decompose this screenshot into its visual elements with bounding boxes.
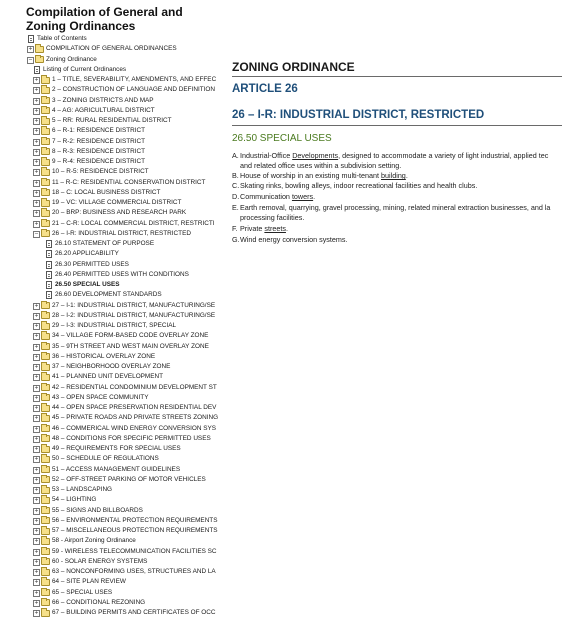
expand-icon[interactable]: + [34, 302, 39, 309]
collapse-icon[interactable]: − [34, 230, 39, 237]
expand-icon[interactable]: + [34, 374, 39, 381]
folder-icon [41, 169, 50, 176]
expand-icon[interactable]: + [34, 589, 39, 596]
special-use-item [232, 151, 577, 171]
folder-icon [41, 476, 50, 483]
toc-item-label: 57 – MISCELLANEOUS PROTECTION REQUIREMENTS [52, 527, 218, 534]
folder-icon [41, 97, 50, 104]
folder-icon [41, 230, 50, 237]
toc-folder-item[interactable] [0, 137, 218, 147]
expand-icon[interactable]: + [34, 77, 39, 83]
folder-icon [41, 107, 50, 114]
folder-icon [41, 148, 50, 155]
toc-item-label: 26 – I-R: INDUSTRIAL DISTRICT, RESTRICTED [52, 229, 191, 237]
article-heading: ARTICLE 26 [232, 83, 298, 95]
folder-icon [41, 405, 50, 412]
toc-folder-item[interactable] [0, 577, 218, 587]
toc-item-label: Table of Contents [37, 35, 87, 42]
toc-item-label: 41 – PLANNED UNIT DEVELOPMENT [52, 373, 164, 381]
toc-folder-item[interactable] [0, 55, 218, 65]
expand-icon[interactable]: + [34, 159, 39, 165]
expand-icon[interactable]: + [34, 353, 39, 360]
toc-folder-item[interactable] [0, 495, 218, 505]
toc-folder-item[interactable] [0, 444, 218, 454]
toc-item-label: 42 – RESIDENTIAL CONDOMINIUM DEVELOPMENT ST [52, 383, 217, 391]
toc-folder-item[interactable] [0, 342, 218, 352]
expand-icon[interactable]: + [34, 210, 39, 217]
folder-icon [41, 179, 50, 186]
toc-item-label: 37 – NEIGHBORHOOD OVERLAY ZONE [52, 363, 171, 370]
expand-icon[interactable]: + [34, 394, 39, 401]
expand-icon[interactable]: + [34, 446, 39, 452]
expand-icon[interactable]: + [34, 200, 39, 206]
heading-rule [232, 76, 562, 77]
toc-folder-item[interactable] [0, 547, 218, 557]
toc-folder-item[interactable] [0, 96, 218, 106]
toc-item-label: 66 – CONDITIONAL REZONING [52, 598, 146, 606]
folder-icon [35, 46, 44, 53]
expand-icon[interactable]: + [34, 87, 39, 94]
toc-item-label: 50 – SCHEDULE OF REGULATIONS [52, 455, 159, 463]
expand-icon[interactable]: + [34, 599, 39, 606]
expand-icon[interactable]: + [34, 405, 39, 411]
toc-folder-item[interactable] [0, 301, 218, 311]
folder-icon [41, 394, 50, 401]
expand-icon[interactable]: + [34, 415, 39, 422]
toc-item-label: 21 – C-R: LOCAL COMMERCIAL DISTRICT, RESTRICTI [52, 219, 215, 227]
table-of-contents-panel [0, 0, 218, 631]
toc-document-item[interactable] [0, 290, 218, 300]
folder-icon [41, 558, 50, 565]
folder-icon [41, 497, 50, 504]
expand-icon[interactable]: + [28, 46, 33, 53]
toc-folder-item[interactable] [0, 106, 218, 116]
toc-folder-item[interactable] [0, 331, 218, 341]
expand-icon[interactable]: + [34, 569, 39, 575]
toc-item-label: 36 – HISTORICAL OVERLAY ZONE [52, 352, 156, 360]
toc-folder-item[interactable] [0, 188, 218, 198]
toc-item-label: 7 – R-2: RESIDENCE DISTRICT [52, 137, 146, 145]
toc-item-label: 2 – CONSTRUCTION OF LANGUAGE AND DEFINITION [52, 86, 215, 94]
toc-document-item[interactable] [0, 280, 218, 290]
expand-icon[interactable]: + [34, 364, 39, 370]
toc-folder-item[interactable] [0, 167, 218, 177]
toc-item-label: 52 – OFF-STREET PARKING OF MOTOR VEHICLES [52, 475, 206, 483]
special-use-letter: B. [232, 171, 239, 180]
folder-icon [41, 118, 50, 125]
special-use-letter: D. [232, 192, 240, 201]
folder-icon [41, 343, 50, 350]
toc-item-label: 18 – C: LOCAL BUSINESS DISTRICT [52, 188, 161, 196]
folder-icon [41, 128, 50, 135]
special-use-text: Wind energy conversion systems. [240, 235, 348, 244]
special-use-text: Industrial-Office Developments, designed to accommodate a variety of light industrial, applied tec [240, 151, 549, 160]
toc-item-label: 26.30 PERMITTED USES [55, 260, 129, 268]
document-icon [28, 35, 34, 43]
toc-item-label: 60 - SOLAR ENERGY SYSTEMS [52, 557, 148, 565]
folder-icon [41, 599, 50, 606]
toc-item-label: 6 – R-1: RESIDENCE DISTRICT [52, 127, 146, 135]
collapse-icon[interactable]: − [28, 56, 33, 63]
toc-item-label: 45 – PRIVATE ROADS AND PRIVATE STREETS ZONING [52, 414, 218, 422]
expand-icon[interactable]: + [34, 435, 39, 442]
toc-item-label: 49 – REQUIREMENTS FOR SPECIAL USES [52, 445, 181, 452]
folder-icon [41, 159, 50, 166]
expand-icon[interactable]: + [34, 507, 39, 514]
toc-item-label: 56 – ENVIRONMENTAL PROTECTION REQUIREMENTS [52, 516, 218, 524]
folder-icon [41, 210, 50, 217]
special-use-text: and related office uses within a subdivision setting. [240, 161, 402, 170]
toc-folder-item[interactable] [0, 219, 218, 229]
expand-icon[interactable]: + [34, 538, 39, 545]
toc-item-label: 64 – SITE PLAN REVIEW [52, 578, 126, 586]
folder-icon [41, 323, 50, 330]
toc-item-label: 54 – LIGHTING [52, 496, 97, 504]
special-use-letter: C. [232, 181, 240, 190]
toc-item-label: 19 – VC: VILLAGE COMMERCIAL DISTRICT [52, 199, 182, 206]
toc-folder-item[interactable] [0, 536, 218, 546]
toc-folder-item[interactable] [0, 393, 218, 403]
toc-item-label: 48 – CONDITIONS FOR SPECIFIC PERMITTED USES [52, 434, 211, 442]
folder-icon [41, 610, 50, 617]
expand-icon[interactable]: + [34, 456, 39, 463]
special-use-text: Earth removal, quarrying, gravel processing, mining, related mineral extraction businesses, and la [240, 203, 551, 212]
toc-document-item[interactable] [0, 270, 218, 280]
document-icon [46, 240, 52, 248]
toc-item-label: 10 – R-5: RESIDENCE DISTRICT [52, 168, 149, 176]
expand-icon[interactable]: + [34, 138, 39, 145]
toc-item-label: 26.60 DEVELOPMENT STANDARDS [55, 291, 162, 299]
expand-icon[interactable]: + [34, 558, 39, 565]
toc-item-label: 34 – VILLAGE FORM-BASED CODE OVERLAY ZONE [52, 332, 209, 340]
folder-icon [41, 517, 50, 524]
toc-item-label: 5 – RR: RURAL RESIDENTIAL DISTRICT [52, 117, 172, 124]
toc-item-label: 58 - Airport Zoning Ordinance [52, 537, 136, 545]
expand-icon[interactable]: + [34, 384, 39, 391]
toc-folder-item[interactable] [0, 372, 218, 382]
special-use-text: processing facilities. [240, 213, 305, 222]
toc-item-label: 26.40 PERMITTED USES WITH CONDITIONS [55, 270, 189, 278]
toc-folder-item[interactable] [0, 465, 218, 475]
folder-icon [41, 302, 50, 309]
folder-icon [41, 189, 50, 196]
expand-icon[interactable]: + [34, 497, 39, 504]
toc-tree [0, 34, 218, 618]
toc-item-label: 65 – SPECIAL USES [52, 588, 113, 596]
document-icon [46, 261, 52, 269]
folder-icon [41, 333, 50, 340]
toc-item-label: 8 – R-3: RESIDENCE DISTRICT [52, 147, 146, 155]
special-use-letter: G. [232, 235, 240, 244]
toc-item-label: 59 - WIRELESS TELECOMMUNICATION FACILITIES SC [52, 547, 217, 555]
toc-folder-item[interactable] [0, 157, 218, 167]
toc-folder-item[interactable] [0, 75, 218, 85]
toc-folder-item[interactable] [0, 475, 218, 485]
expand-icon[interactable]: + [34, 189, 39, 196]
document-icon [46, 271, 52, 279]
special-use-letter: A. [232, 151, 239, 160]
special-use-text: House of worship in an existing multi-tenant building. [240, 171, 408, 180]
toc-folder-item[interactable] [0, 588, 218, 598]
special-use-letter: F. [232, 224, 238, 233]
toc-item-label: 46 – COMMERICAL WIND ENERGY CONVERSION SYS [52, 424, 217, 432]
special-use-item [232, 181, 577, 191]
folder-icon [41, 538, 50, 545]
special-use-item [232, 235, 577, 245]
special-use-text: Communication towers. [240, 192, 316, 201]
toc-folder-item[interactable] [0, 413, 218, 423]
expand-icon[interactable]: + [34, 579, 39, 586]
toc-folder-item[interactable] [0, 311, 218, 321]
expand-icon[interactable]: + [34, 312, 39, 319]
district-rule [232, 125, 562, 126]
toc-item-label: 26.10 STATEMENT OF PURPOSE [55, 240, 155, 247]
special-use-text: Skating rinks, bowling alleys, indoor recreational facilities and health clubs. [240, 181, 478, 190]
expand-icon[interactable]: + [34, 107, 39, 114]
expand-icon[interactable]: + [34, 487, 39, 493]
district-heading: 26 – I-R: INDUSTRIAL DISTRICT, RESTRICTED [232, 109, 485, 121]
folder-icon [41, 579, 50, 586]
expand-icon[interactable]: + [34, 333, 39, 340]
toc-item-label: 3 – ZONING DISTRICTS AND MAP [52, 96, 154, 104]
folder-icon [41, 220, 50, 227]
folder-icon [41, 425, 50, 432]
toc-item-label: 1 – TITLE, SEVERABILITY, AMENDMENTS, AND EFFEC [52, 76, 217, 83]
toc-folder-item[interactable] [0, 352, 218, 362]
toc-item-label: 67 – BUILDING PERMITS AND CERTIFICATES OF OCC [52, 609, 216, 616]
special-use-item [232, 171, 577, 181]
expand-icon[interactable]: + [34, 466, 39, 473]
expand-icon[interactable]: + [34, 517, 39, 524]
expand-icon[interactable]: + [34, 169, 39, 176]
folder-icon [41, 415, 50, 422]
special-use-letter: E. [232, 203, 239, 212]
folder-icon [41, 374, 50, 381]
expand-icon[interactable]: + [34, 548, 39, 555]
expand-icon[interactable]: + [34, 425, 39, 432]
folder-icon [41, 353, 50, 360]
toc-folder-item[interactable] [0, 424, 218, 434]
toc-folder-item[interactable] [0, 208, 218, 218]
folder-icon [41, 528, 50, 535]
folder-icon [41, 589, 50, 596]
zoning-ordinance-heading: ZONING ORDINANCE [232, 60, 355, 74]
folder-icon [35, 56, 44, 63]
document-icon [46, 281, 52, 289]
toc-folder-item[interactable] [0, 147, 218, 157]
toc-title [26, 5, 183, 33]
toc-item-label: 27 – I-1: INDUSTRIAL DISTRICT, MANUFACTURING/SE [52, 301, 216, 309]
expand-icon[interactable]: + [34, 610, 39, 616]
toc-document-item[interactable] [0, 65, 218, 75]
toc-folder-item[interactable] [0, 598, 218, 608]
toc-folder-item[interactable] [0, 383, 218, 393]
document-icon [46, 291, 52, 299]
toc-title-line-2: Zoning Ordinances [26, 19, 136, 33]
expand-icon[interactable]: + [34, 220, 39, 227]
toc-folder-item[interactable] [0, 44, 218, 54]
toc-title-line-1: Compilation of General and [26, 5, 183, 19]
document-content [230, 52, 577, 631]
toc-folder-item[interactable] [0, 198, 218, 208]
special-use-item [232, 192, 577, 202]
folder-icon [41, 435, 50, 442]
toc-item-label: 44 – OPEN SPACE PRESERVATION RESIDENTIAL DEV [52, 404, 217, 411]
special-use-text: Private streets. [240, 224, 288, 233]
folder-icon [41, 312, 50, 319]
toc-item-label: 35 – 9TH STREET AND WEST MAIN OVERLAY ZONE [52, 342, 209, 350]
folder-icon [41, 548, 50, 555]
toc-folder-item[interactable] [0, 403, 218, 413]
expand-icon[interactable]: + [34, 148, 39, 155]
toc-folder-item[interactable] [0, 362, 218, 372]
special-use-item [232, 224, 577, 234]
toc-item-label: 28 – I-2: INDUSTRIAL DISTRICT, MANUFACTURING/SE [52, 311, 216, 319]
toc-folder-item[interactable] [0, 85, 218, 95]
toc-item-label: 51 – ACCESS MANAGEMENT GUIDELINES [52, 465, 181, 473]
toc-item-label: 53 – LANDSCAPING [52, 486, 113, 493]
toc-document-item[interactable] [0, 34, 218, 44]
folder-icon [41, 507, 50, 514]
toc-item-label: Listing of Current Ordinances [43, 65, 127, 73]
toc-folder-item[interactable] [0, 516, 218, 526]
toc-folder-item[interactable] [0, 178, 218, 188]
folder-icon [41, 138, 50, 145]
folder-icon [41, 200, 50, 207]
toc-folder-item[interactable] [0, 434, 218, 444]
toc-item-label: 26.20 APPLICABILITY [55, 250, 119, 258]
folder-icon [41, 364, 50, 371]
toc-item-label: COMPILATION OF GENERAL ORDINANCES [46, 45, 177, 53]
document-icon [34, 66, 40, 74]
toc-folder-item[interactable] [0, 506, 218, 516]
toc-folder-item[interactable] [0, 557, 218, 567]
expand-icon[interactable]: + [34, 128, 39, 135]
toc-folder-item[interactable] [0, 229, 218, 239]
toc-item-label: 26.50 SPECIAL USES [55, 281, 120, 288]
expand-icon[interactable]: + [34, 528, 39, 534]
folder-icon [41, 487, 50, 494]
toc-folder-item[interactable] [0, 126, 218, 136]
toc-folder-item[interactable] [0, 526, 218, 536]
folder-icon [41, 446, 50, 453]
folder-icon [41, 87, 50, 94]
toc-folder-item[interactable] [0, 454, 218, 464]
folder-icon [41, 456, 50, 463]
document-icon [46, 250, 52, 258]
expand-icon[interactable]: + [34, 476, 39, 483]
toc-folder-item[interactable] [0, 608, 218, 618]
toc-folder-item[interactable] [0, 485, 218, 495]
toc-document-item[interactable] [0, 249, 218, 259]
folder-icon [41, 466, 50, 473]
special-use-item [232, 203, 577, 223]
expand-icon[interactable]: + [34, 118, 39, 124]
toc-item-label: 20 – BRP: BUSINESS AND RESEARCH PARK [52, 209, 187, 217]
expand-icon[interactable]: + [34, 179, 39, 186]
folder-icon [41, 384, 50, 391]
toc-item-label: 9 – R-4: RESIDENCE DISTRICT [52, 158, 146, 165]
folder-icon [41, 77, 50, 84]
toc-item-label: 63 – NONCONFORMING USES, STRUCTURES AND LA [52, 568, 216, 575]
section-heading: 26.50 SPECIAL USES [232, 133, 332, 144]
expand-icon[interactable]: + [34, 97, 39, 104]
folder-icon [41, 569, 50, 576]
expand-icon[interactable]: + [34, 343, 39, 350]
toc-document-item[interactable] [0, 239, 218, 249]
toc-item-label: Zoning Ordinance [46, 55, 97, 63]
toc-item-label: 43 – OPEN SPACE COMMUNITY [52, 393, 149, 401]
toc-item-label: 29 – I-3: INDUSTRIAL DISTRICT, SPECIAL [52, 322, 177, 329]
toc-document-item[interactable] [0, 260, 218, 270]
toc-folder-item[interactable] [0, 321, 218, 331]
toc-folder-item[interactable] [0, 567, 218, 577]
toc-folder-item[interactable] [0, 116, 218, 126]
toc-item-label: 4 – AG: AGRICULTURAL DISTRICT [52, 106, 155, 114]
expand-icon[interactable]: + [34, 323, 39, 329]
toc-item-label: 11 – R-C: RESIDENTIAL CONSERVATION DISTRICT [52, 178, 206, 186]
toc-item-label: 55 – SIGNS AND BILLBOARDS [52, 506, 143, 514]
